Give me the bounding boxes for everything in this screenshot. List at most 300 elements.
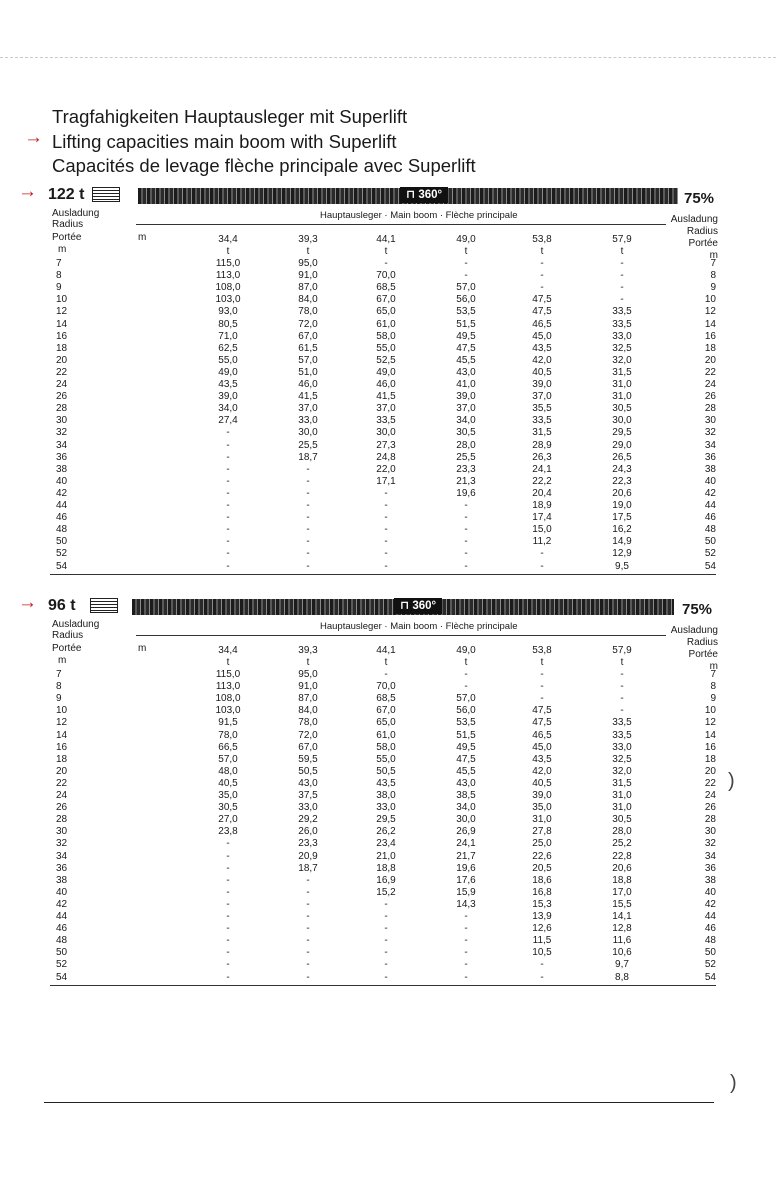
- capacity-cell: -: [306, 874, 310, 886]
- capacity-cell: 47,5: [532, 294, 552, 306]
- capacity-cell: 29,0: [612, 439, 632, 451]
- capacity-cell: 19,6: [456, 487, 476, 499]
- capacity-cell: 23,8: [218, 826, 238, 838]
- radius-value-right: 32: [704, 838, 716, 850]
- header-rule: [136, 635, 666, 636]
- capacity-cell: 22,0: [376, 463, 396, 475]
- radius-value: 42: [56, 898, 68, 910]
- radius-value: 20: [56, 354, 68, 366]
- capacity-cell: 37,0: [298, 403, 318, 415]
- capacity-cell: 38,0: [376, 790, 396, 801]
- capacity-cell: 87,0: [298, 693, 318, 705]
- capacity-cell: -: [226, 947, 230, 959]
- capacity-cell: 35,0: [218, 790, 238, 801]
- capacity-cell: 70,0: [376, 270, 396, 282]
- radius-value: 14: [56, 729, 68, 741]
- capacity-cell: 23,4: [376, 838, 396, 850]
- title-english: Lifting capacities main boom with Superlift: [52, 131, 397, 152]
- radius-value-right: 12: [704, 717, 716, 729]
- capacity-cell: 40,5: [532, 366, 552, 378]
- capacity-cell: 25,5: [298, 439, 318, 451]
- capacity-cell: 13,9: [532, 911, 552, 922]
- capacity-cell: 24,3: [612, 463, 632, 475]
- capacity-cell: 23,3: [456, 463, 476, 475]
- capacity-cell: 91,0: [298, 270, 318, 282]
- radius-value: 16: [56, 741, 68, 753]
- capacity-cell: 55,0: [218, 354, 238, 366]
- radius-value: 38: [56, 463, 68, 475]
- boom-length-unit: m: [138, 232, 147, 243]
- capacity-cell: -: [464, 512, 468, 524]
- capacity-cell: -: [620, 669, 624, 680]
- capacity-cell: 108,0: [215, 693, 241, 705]
- capacity-cell: 72,0: [298, 729, 318, 741]
- capacity-cell: -: [464, 258, 468, 269]
- capacity-unit: t: [464, 246, 468, 257]
- radius-value-right: 52: [704, 959, 716, 971]
- capacity-cell: -: [540, 681, 544, 693]
- capacity-cell: 32,0: [612, 354, 632, 366]
- radius-value: 46: [56, 923, 68, 935]
- scan-edge-line: [0, 57, 776, 58]
- capacity-cell: 49,5: [456, 330, 476, 342]
- capacity-unit: t: [464, 657, 468, 668]
- capacity-cell: 14,3: [456, 898, 476, 910]
- capacity-cell: 31,0: [612, 391, 632, 403]
- radius-value-right: 24: [704, 790, 716, 801]
- capacity-cell: 61,0: [376, 729, 396, 741]
- capacity-cell: 10,5: [532, 947, 552, 959]
- capacity-cell: 95,0: [298, 258, 318, 269]
- capacity-cell: 43,0: [456, 366, 476, 378]
- capacity-cell: -: [464, 536, 468, 548]
- capacity-cell: -: [464, 911, 468, 922]
- radius-value: 44: [56, 500, 68, 511]
- table-bottom-rule: [50, 985, 716, 986]
- capacity-cell: 42,0: [532, 765, 552, 777]
- capacity-cell: 18,7: [298, 862, 318, 874]
- capacity-cell: 30,0: [376, 427, 396, 439]
- radius-value-right: 32: [704, 427, 716, 439]
- capacity-cell: 58,0: [376, 741, 396, 753]
- capacity-cell: 11,6: [612, 935, 632, 947]
- counterweight-label: 122 t: [48, 186, 85, 203]
- radius-value-right: 50: [704, 536, 716, 548]
- capacity-cell: 50,5: [376, 765, 396, 777]
- radius-value-right: 48: [704, 524, 716, 536]
- radius-value: 52: [56, 548, 68, 560]
- radius-label-fr-right: Portée: [688, 238, 718, 249]
- capacity-cell: 39,0: [456, 391, 476, 403]
- capacity-cell: 17,0: [612, 886, 632, 898]
- capacity-cell: 17,5: [612, 512, 632, 524]
- capacity-cell: 57,0: [456, 282, 476, 294]
- capacity-cell: 33,0: [376, 802, 396, 814]
- radius-value: 28: [56, 403, 68, 415]
- radius-value: 22: [56, 366, 68, 378]
- capacity-cell: 52,5: [376, 354, 396, 366]
- capacity-cell: 20,5: [532, 862, 552, 874]
- radius-value: 20: [56, 765, 68, 777]
- capacity-cell: 67,0: [298, 741, 318, 753]
- capacity-cell: 61,0: [376, 318, 396, 330]
- radius-value: 32: [56, 427, 68, 439]
- capacity-cell: 40,5: [532, 777, 552, 789]
- boom-length-header: 39,3: [298, 234, 318, 245]
- radius-value: 24: [56, 379, 68, 390]
- capacity-cell: 47,5: [456, 342, 476, 354]
- capacity-cell: 78,0: [298, 306, 318, 318]
- radius-value-right: 9: [710, 282, 716, 294]
- capacity-cell: 32,5: [612, 753, 632, 765]
- capacity-cell: 30,5: [218, 802, 238, 814]
- capacity-cell: -: [226, 463, 230, 475]
- capacity-cell: 28,9: [532, 439, 552, 451]
- capacity-cell: 27,4: [218, 415, 238, 427]
- radius-value: 32: [56, 838, 68, 850]
- radius-value-right: 20: [704, 765, 716, 777]
- radius-value-right: 8: [710, 270, 716, 282]
- capacity-cell: -: [306, 959, 310, 971]
- radius-value-right: 22: [704, 366, 716, 378]
- radius-label-en-right: Radius: [686, 637, 718, 648]
- capacity-cell: 51,5: [456, 729, 476, 741]
- radius-unit-right: m: [709, 250, 718, 261]
- radius-value: 7: [56, 669, 62, 680]
- capacity-cell: -: [540, 959, 544, 971]
- capacity-cell: 37,5: [298, 790, 318, 801]
- radius-label-fr: Portée: [52, 232, 82, 243]
- capacity-cell: -: [464, 959, 468, 971]
- radius-value-right: 30: [704, 415, 716, 427]
- boom-length-header: 49,0: [456, 234, 476, 245]
- capacity-unit: t: [226, 657, 230, 668]
- capacity-cell: 27,8: [532, 826, 552, 838]
- boom-title: Hauptausleger · Main boom · Flèche principale: [320, 621, 518, 632]
- radius-value: 7: [56, 258, 62, 269]
- capacity-cell: 84,0: [298, 705, 318, 717]
- capacity-cell: 21,0: [376, 850, 396, 862]
- capacity-cell: 49,5: [456, 741, 476, 753]
- capacity-cell: -: [384, 935, 388, 947]
- radius-value-right: 54: [704, 971, 716, 983]
- capacity-cell: 84,0: [298, 294, 318, 306]
- capacity-cell: 22,6: [532, 850, 552, 862]
- capacity-cell: -: [226, 850, 230, 862]
- capacity-cell: 22,2: [532, 475, 552, 487]
- capacity-cell: 21,7: [456, 850, 476, 862]
- capacity-cell: 27,0: [218, 814, 238, 826]
- radius-label-de-right: Ausladung: [670, 625, 718, 636]
- radius-value: 54: [56, 560, 68, 572]
- capacity-cell: 15,3: [532, 898, 552, 910]
- capacity-cell: -: [306, 536, 310, 548]
- capacity-cell: 37,0: [456, 403, 476, 415]
- radius-value-right: 20: [704, 354, 716, 366]
- capacity-cell: 49,0: [376, 366, 396, 378]
- radius-value-right: 24: [704, 379, 716, 390]
- capacity-unit: t: [540, 246, 544, 257]
- boom-length-header: 53,8: [532, 645, 552, 656]
- capacity-cell: 43,0: [456, 777, 476, 789]
- capacity-cell: 57,0: [456, 693, 476, 705]
- capacity-cell: 39,0: [218, 391, 238, 403]
- capacity-cell: 17,4: [532, 512, 552, 524]
- counterweight-icon: [90, 598, 118, 613]
- radius-value: 22: [56, 777, 68, 789]
- capacity-cell: 16,8: [532, 886, 552, 898]
- radius-value-right: 12: [704, 306, 716, 318]
- radius-value: 30: [56, 415, 68, 427]
- capacity-cell: 55,0: [376, 342, 396, 354]
- radius-value-right: 40: [704, 886, 716, 898]
- capacity-cell: 32,5: [612, 342, 632, 354]
- capacity-cell: -: [306, 935, 310, 947]
- capacity-cell: 14,1: [612, 911, 632, 922]
- capacity-cell: 29,2: [298, 814, 318, 826]
- capacity-cell: 33,5: [532, 415, 552, 427]
- capacity-cell: 42,0: [532, 354, 552, 366]
- capacity-cell: 18,6: [532, 874, 552, 886]
- capacity-cell: 27,3: [376, 439, 396, 451]
- capacity-cell: 31,5: [612, 777, 632, 789]
- capacity-cell: 46,5: [532, 318, 552, 330]
- radius-value: 10: [56, 294, 68, 306]
- capacity-cell: 47,5: [456, 753, 476, 765]
- radius-unit: m: [58, 244, 67, 255]
- radius-value: 34: [56, 850, 68, 862]
- boom-length-header: 44,1: [376, 234, 396, 245]
- capacity-cell: 51,0: [298, 366, 318, 378]
- capacity-cell: -: [226, 560, 230, 572]
- radius-value: 8: [56, 681, 62, 693]
- capacity-unit: t: [620, 246, 624, 257]
- capacity-cell: -: [306, 463, 310, 475]
- radius-value: 40: [56, 475, 68, 487]
- capacity-cell: -: [306, 524, 310, 536]
- capacity-cell: 11,5: [532, 935, 552, 947]
- capacity-cell: 24,1: [532, 463, 552, 475]
- capacity-cell: 115,0: [215, 669, 241, 680]
- counterweight-label: 96 t: [48, 597, 76, 614]
- boom-length-header: 39,3: [298, 645, 318, 656]
- slew-range-label: ⊓ 360°: [394, 598, 442, 614]
- radius-value: 18: [56, 342, 68, 354]
- capacity-cell: -: [226, 874, 230, 886]
- page-bottom-rule: [44, 1102, 714, 1103]
- capacity-cell: -: [306, 500, 310, 511]
- capacity-cell: 16,9: [376, 874, 396, 886]
- capacity-cell: 33,0: [298, 802, 318, 814]
- capacity-cell: 113,0: [215, 270, 241, 282]
- capacity-cell: -: [306, 923, 310, 935]
- capacity-cell: 47,5: [532, 306, 552, 318]
- capacity-cell: 15,0: [532, 524, 552, 536]
- boom-length-header: 44,1: [376, 645, 396, 656]
- capacity-cell: 12,8: [612, 923, 632, 935]
- capacity-cell: 46,5: [532, 729, 552, 741]
- radius-value-right: 7: [710, 669, 716, 680]
- annotation-arrow-icon: →: [18, 181, 37, 202]
- counterweight-percent: 75%: [684, 190, 715, 207]
- radius-value: 44: [56, 911, 68, 922]
- capacity-cell: 43,0: [298, 777, 318, 789]
- capacity-cell: 26,3: [532, 451, 552, 463]
- capacity-cell: -: [306, 548, 310, 560]
- slew-range-label: ⊓ 360°: [400, 187, 448, 203]
- scan-mark: ): [730, 1072, 737, 1094]
- title-german: Tragfahigkeiten Hauptausleger mit Superlift: [52, 106, 408, 127]
- capacity-cell: -: [620, 270, 624, 282]
- radius-value-right: 8: [710, 681, 716, 693]
- capacity-cell: 59,5: [298, 753, 318, 765]
- capacity-cell: 45,0: [532, 741, 552, 753]
- capacity-unit: t: [540, 657, 544, 668]
- capacity-cell: -: [226, 923, 230, 935]
- capacity-cell: 53,5: [456, 717, 476, 729]
- capacity-cell: 24,1: [456, 838, 476, 850]
- capacity-cell: -: [306, 560, 310, 572]
- capacity-cell: 22,8: [612, 850, 632, 862]
- capacity-cell: 31,0: [612, 790, 632, 801]
- capacity-cell: -: [306, 971, 310, 983]
- capacity-cell: -: [384, 560, 388, 572]
- capacity-cell: 49,0: [218, 366, 238, 378]
- capacity-cell: 48,0: [218, 765, 238, 777]
- capacity-cell: 71,0: [218, 330, 238, 342]
- capacity-cell: 14,9: [612, 536, 632, 548]
- capacity-cell: 41,5: [376, 391, 396, 403]
- radius-value: 9: [56, 282, 62, 294]
- radius-label-de: Ausladung: [52, 619, 100, 630]
- capacity-cell: 33,5: [612, 318, 632, 330]
- capacity-unit: t: [306, 657, 310, 668]
- capacity-cell: 31,0: [612, 802, 632, 814]
- capacity-cell: -: [306, 886, 310, 898]
- capacity-cell: -: [384, 669, 388, 680]
- capacity-cell: 57,0: [298, 354, 318, 366]
- capacity-cell: -: [384, 487, 388, 499]
- capacity-cell: 30,0: [456, 814, 476, 826]
- capacity-cell: -: [464, 524, 468, 536]
- capacity-cell: -: [540, 693, 544, 705]
- capacity-cell: -: [226, 548, 230, 560]
- capacity-cell: 17,6: [456, 874, 476, 886]
- capacity-cell: 30,0: [298, 427, 318, 439]
- capacity-cell: 28,0: [456, 439, 476, 451]
- capacity-cell: -: [226, 959, 230, 971]
- radius-label-fr-right: Portée: [688, 649, 718, 660]
- radius-value: 8: [56, 270, 62, 282]
- capacity-cell: 30,5: [612, 814, 632, 826]
- radius-value-right: 9: [710, 693, 716, 705]
- capacity-cell: 25,0: [532, 838, 552, 850]
- capacity-cell: 46,0: [298, 379, 318, 390]
- capacity-cell: -: [540, 971, 544, 983]
- capacity-cell: 78,0: [298, 717, 318, 729]
- capacity-cell: 45,5: [456, 354, 476, 366]
- radius-value: 18: [56, 753, 68, 765]
- capacity-cell: 38,5: [456, 790, 476, 801]
- radius-value: 50: [56, 536, 68, 548]
- radius-value: 12: [56, 306, 68, 318]
- header-rule: [136, 224, 666, 225]
- capacity-cell: 115,0: [215, 258, 241, 269]
- radius-value-right: 44: [704, 911, 716, 922]
- capacity-cell: 50,5: [298, 765, 318, 777]
- radius-value: 36: [56, 451, 68, 463]
- boom-length-header: 34,4: [218, 234, 238, 245]
- capacity-cell: -: [464, 681, 468, 693]
- boom-length-unit: m: [138, 643, 147, 654]
- counterweight-percent: 75%: [682, 601, 713, 618]
- scan-mark: ): [728, 770, 735, 792]
- capacity-cell: 26,5: [612, 451, 632, 463]
- capacity-cell: 39,0: [532, 379, 552, 390]
- radius-value: 50: [56, 947, 68, 959]
- capacity-cell: -: [464, 947, 468, 959]
- capacity-cell: 33,0: [612, 741, 632, 753]
- radius-label-fr: Portée: [52, 643, 82, 654]
- capacity-cell: -: [620, 258, 624, 269]
- capacity-cell: -: [464, 270, 468, 282]
- radius-value: 42: [56, 487, 68, 499]
- radius-value-right: 34: [704, 439, 716, 451]
- radius-value-right: 38: [704, 463, 716, 475]
- capacity-cell: -: [620, 282, 624, 294]
- capacity-cell: -: [464, 500, 468, 511]
- capacity-cell: 11,2: [532, 536, 552, 548]
- radius-value-right: 40: [704, 475, 716, 487]
- capacity-cell: 20,9: [298, 850, 318, 862]
- radius-label-de: Ausladung: [52, 208, 100, 219]
- capacity-cell: 29,5: [376, 814, 396, 826]
- radius-value-right: 36: [704, 451, 716, 463]
- radius-value-right: 28: [704, 403, 716, 415]
- radius-label-en: Radius: [52, 630, 84, 641]
- radius-value: 12: [56, 717, 68, 729]
- capacity-cell: 95,0: [298, 669, 318, 680]
- radius-value-right: 14: [704, 729, 716, 741]
- capacity-cell: 30,5: [612, 403, 632, 415]
- capacity-cell: -: [226, 886, 230, 898]
- capacity-cell: 15,5: [612, 898, 632, 910]
- radius-label-de-right: Ausladung: [670, 214, 718, 225]
- radius-value: 24: [56, 790, 68, 801]
- radius-value-right: 22: [704, 777, 716, 789]
- capacity-cell: 41,5: [298, 391, 318, 403]
- capacity-unit: t: [306, 246, 310, 257]
- capacity-cell: 33,5: [376, 415, 396, 427]
- capacity-cell: -: [464, 548, 468, 560]
- capacity-cell: 31,0: [612, 379, 632, 390]
- capacity-cell: 57,0: [218, 753, 238, 765]
- capacity-cell: 68,5: [376, 693, 396, 705]
- capacity-cell: -: [384, 923, 388, 935]
- capacity-cell: -: [620, 681, 624, 693]
- capacity-cell: 8,8: [615, 971, 629, 983]
- table-bottom-rule: [50, 574, 716, 575]
- title-french: Capacités de levage flèche principale avec Superlift: [52, 155, 476, 176]
- capacity-cell: 18,9: [532, 500, 552, 511]
- capacity-cell: 19,0: [612, 500, 632, 511]
- capacity-cell: -: [226, 427, 230, 439]
- radius-value-right: 14: [704, 318, 716, 330]
- capacity-cell: 67,0: [376, 705, 396, 717]
- capacity-cell: 46,0: [376, 379, 396, 390]
- capacity-cell: 35,5: [532, 403, 552, 415]
- capacity-unit: t: [384, 657, 388, 668]
